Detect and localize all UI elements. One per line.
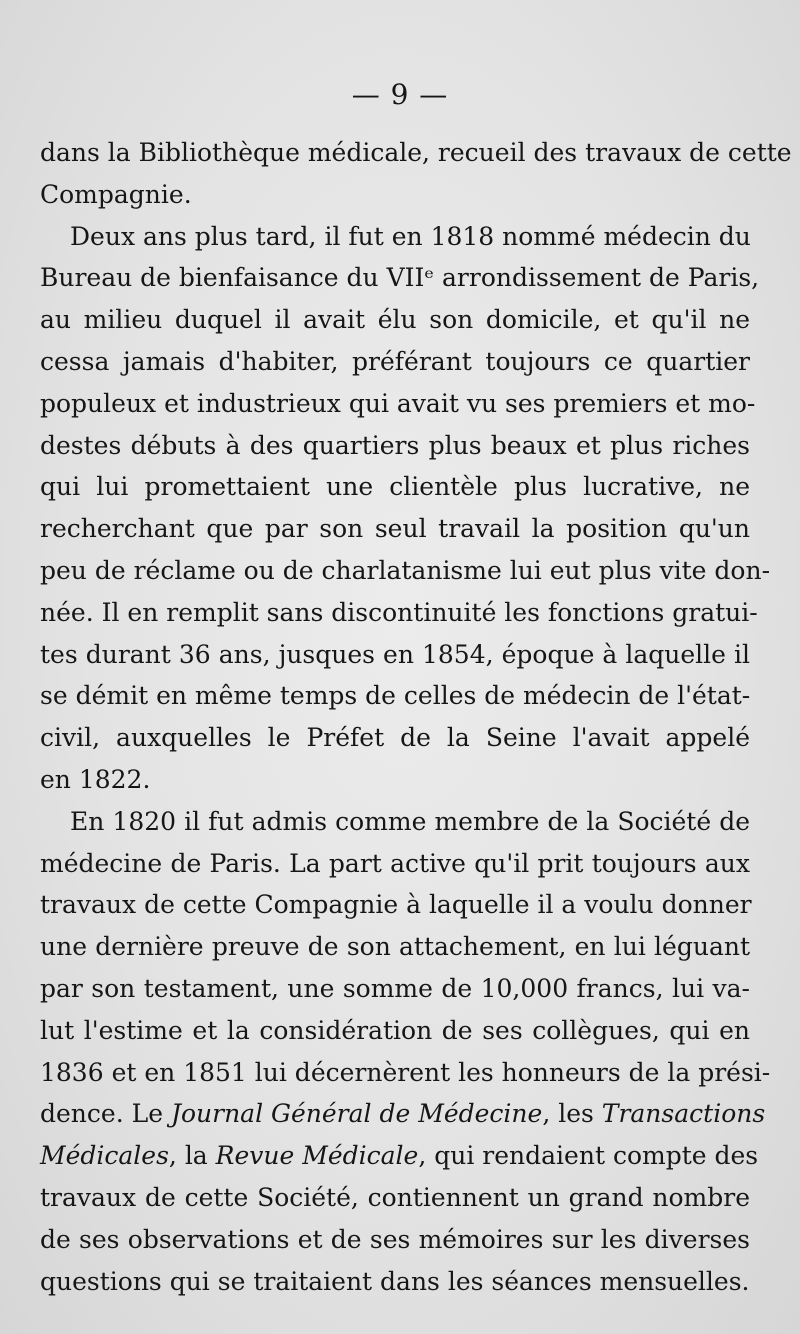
text-line: médecine de Paris. La part active qu'il prit toujours aux bbox=[40, 848, 750, 878]
text-line: populeux et industrieux qui avait vu ses premiers et mo- bbox=[40, 388, 756, 418]
italic-title: Médicales bbox=[40, 1141, 169, 1171]
text-segment: , la bbox=[168, 1141, 216, 1171]
text-line: Compagnie. bbox=[40, 179, 192, 209]
text-line: Bureau de bienfaisance du VIIᵉ arrondissement de Paris, bbox=[40, 263, 760, 293]
paragraph bbox=[40, 801, 771, 1303]
text-line: par son testament, une somme de 10,000 francs, lui va- bbox=[40, 973, 750, 1003]
text-line bbox=[40, 1135, 759, 1177]
page-number: — 9 — bbox=[351, 78, 449, 111]
italic-title: Revue Médicale bbox=[215, 1141, 419, 1171]
body-text bbox=[40, 132, 792, 1302]
text-line: née. Il en remplit sans discontinuité les fonctions gratui- bbox=[40, 597, 758, 627]
text-line: 1836 et en 1851 lui décernèrent les honneurs de la prési- bbox=[40, 1057, 771, 1087]
text-segment: , les bbox=[542, 1099, 602, 1129]
text-line: questions qui se traitaient dans les séances mensuelles. bbox=[40, 1266, 750, 1296]
text-line: travaux de cette Compagnie à laquelle il a voulu donner bbox=[40, 890, 752, 920]
text-line: recherchant que par son seul travail la position qu'un bbox=[40, 514, 750, 544]
text-line: en 1822. bbox=[40, 764, 151, 794]
text-line: se démit en même temps de celles de médecin de l'état- bbox=[40, 681, 751, 711]
text-line: tes durant 36 ans, jusques en 1854, époque à laquelle il bbox=[40, 639, 750, 669]
text-line: dans la Bibliothèque médicale, recueil des travaux de cette bbox=[40, 138, 792, 167]
text-line: civil, auxquelles le Préfet de la Seine l'avait appelé bbox=[40, 723, 750, 753]
text-line: En 1820 il fut admis comme membre de la Société de bbox=[70, 806, 750, 836]
text-line: de ses observations et de ses mémoires sur les diverses bbox=[40, 1224, 750, 1254]
text-line: travaux de cette Société, contiennent un grand nombre bbox=[40, 1182, 750, 1212]
text-line: cessa jamais d'habiter, préférant toujours ce quartier bbox=[40, 346, 750, 376]
text-line: destes débuts à des quartiers plus beaux et plus riches bbox=[40, 430, 750, 460]
text-segment: dence. Le bbox=[40, 1099, 171, 1129]
text-line: au milieu duquel il avait élu son domicile, et qu'il ne bbox=[40, 305, 750, 335]
italic-title: Journal Général de Médecine bbox=[170, 1099, 543, 1129]
paragraph bbox=[40, 216, 771, 801]
italic-title: Transactions bbox=[601, 1099, 766, 1129]
text-line: qui lui promettaient une clientèle plus lucrative, ne bbox=[40, 472, 750, 502]
text-line: Deux ans plus tard, il fut en 1818 nommé médecin du bbox=[70, 221, 751, 251]
text-line: lut l'estime et la considération de ses collègues, qui en bbox=[40, 1015, 750, 1045]
paragraph bbox=[40, 132, 792, 216]
text-line bbox=[40, 1093, 766, 1135]
text-segment: , qui rendaient compte des bbox=[418, 1141, 759, 1171]
text-line: peu de réclame ou de charlatanisme lui eut plus vite don- bbox=[40, 555, 771, 585]
text-line: une dernière preuve de son attachement, en lui léguant bbox=[40, 932, 750, 962]
